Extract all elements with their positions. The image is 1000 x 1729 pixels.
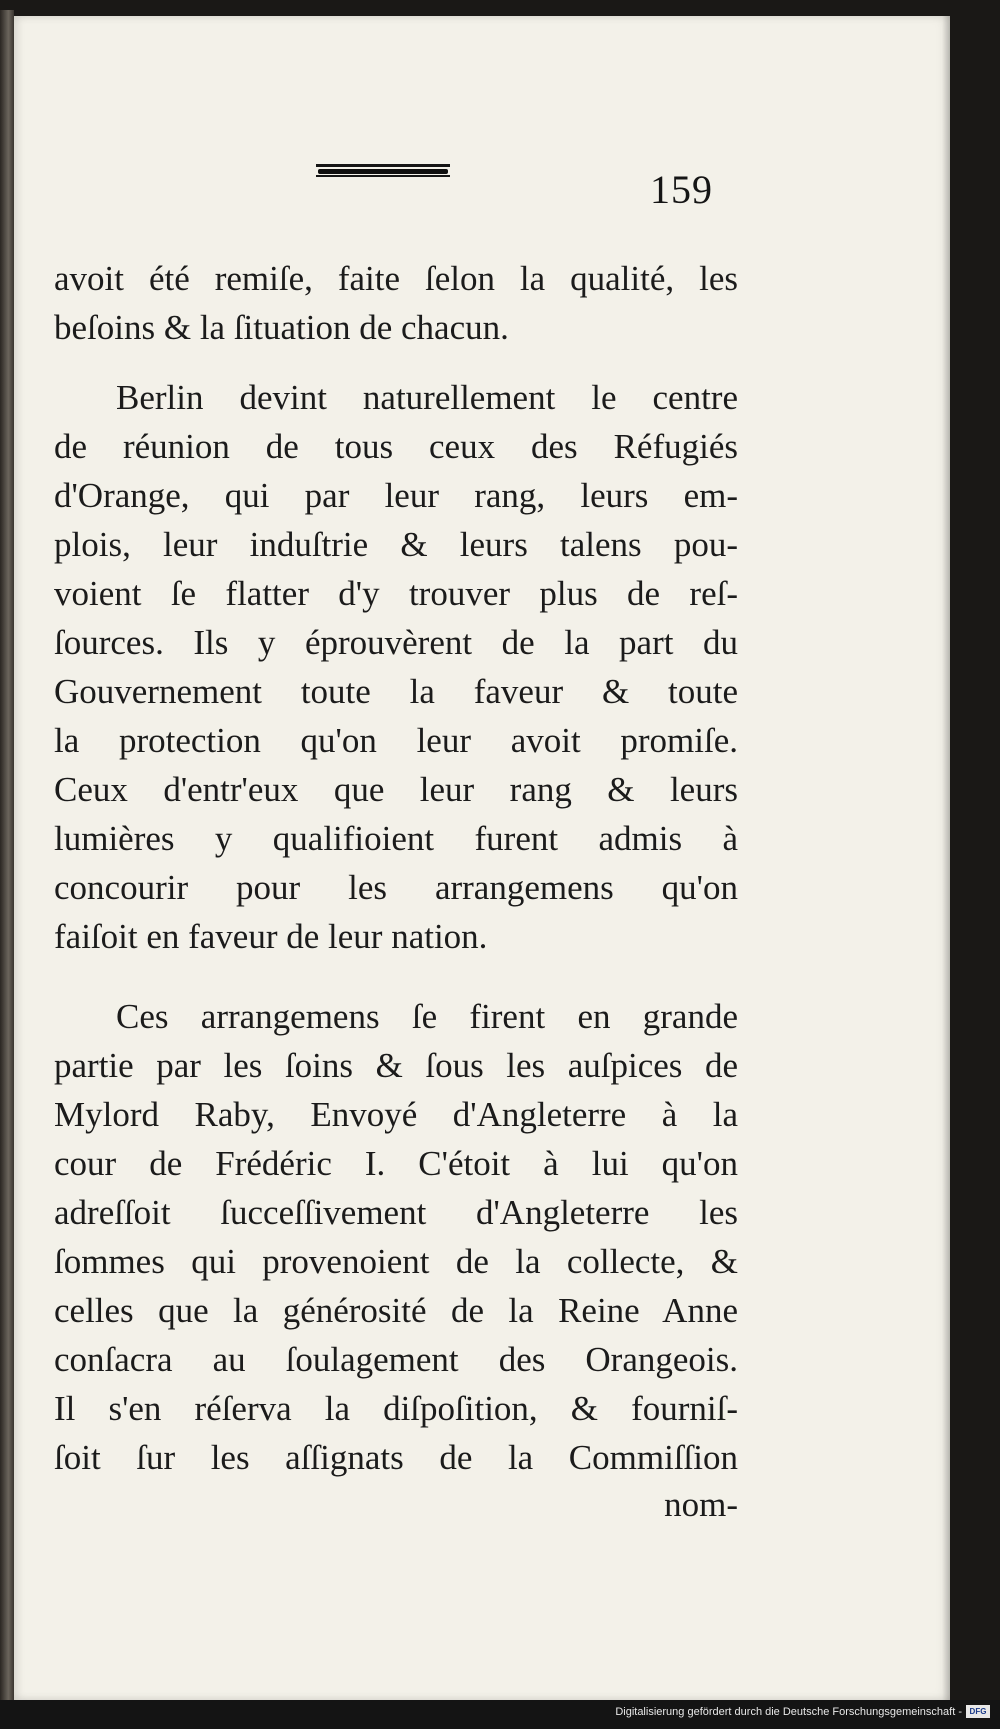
text-line: beſoins & la ſituation de chacun.	[54, 308, 509, 347]
text-line: d'Orange, qui par leur rang, leurs em-	[54, 476, 738, 515]
text-line: avoit été remiſe, faite ſelon la qualité, les	[54, 259, 738, 298]
catchword-block	[54, 1480, 738, 1529]
text-line: Berlin devint naturellement le centre	[116, 378, 738, 417]
text-line: plois, leur induſtrie & leurs talens pou-	[54, 525, 738, 564]
text-line: lumières y qualifioient furent admis à	[54, 819, 738, 858]
paragraph-continuation	[54, 254, 738, 352]
text-line: celles que la générosité de la Reine Anne	[54, 1291, 738, 1330]
text-line: cour de Frédéric I. C'étoit à lui qu'on	[54, 1144, 738, 1183]
page-number: 159	[650, 167, 713, 212]
text-line: ſoit ſur les aſſignats de la Commiſſion	[54, 1438, 738, 1477]
text-line: Mylord Raby, Envoyé d'Angleterre à la	[54, 1095, 738, 1134]
book-spine-edge	[0, 10, 14, 1700]
paragraph-berlin	[54, 373, 738, 961]
book-page	[14, 16, 950, 1700]
text-line: Il s'en réſerva la diſpoſition, & fourniſ-	[54, 1389, 738, 1428]
dfg-logo: DFG	[966, 1705, 990, 1718]
paragraph-arrangemens	[54, 992, 738, 1482]
text-line: voient ſe flatter d'y trouver plus de reſ-	[54, 574, 738, 613]
text-line: Ceux d'entr'eux que leur rang & leurs	[54, 770, 738, 809]
text-line: de réunion de tous ceux des Réfugiés	[54, 427, 738, 466]
text-line: adreſſoit ſucceſſivement d'Angleterre les	[54, 1193, 738, 1232]
catchword: nom-	[664, 1485, 738, 1524]
header-ornament-rule	[316, 164, 450, 178]
text-line: conſacra au ſoulagement des Orangeois.	[54, 1340, 738, 1379]
text-line: la protection qu'on leur avoit promiſe.	[54, 721, 738, 760]
text-line: Ces arrangemens ſe firent en grande	[116, 997, 738, 1036]
text-line: concourir pour les arrangemens qu'on	[54, 868, 738, 907]
text-line: faiſoit en faveur de leur nation.	[54, 917, 488, 956]
page-shadow	[942, 16, 950, 1700]
text-line: ſources. Ils y éprouvèrent de la part du	[54, 623, 738, 662]
text-line: partie par les ſoins & ſous les auſpices de	[54, 1046, 738, 1085]
footer-credit: Digitalisierung gefördert durch die Deutsche Forschungsgemeinschaft -	[615, 1706, 962, 1718]
text-line: ſommes qui provenoient de la collecte, &	[54, 1242, 738, 1281]
text-line: Gouvernement toute la faveur & toute	[54, 672, 738, 711]
